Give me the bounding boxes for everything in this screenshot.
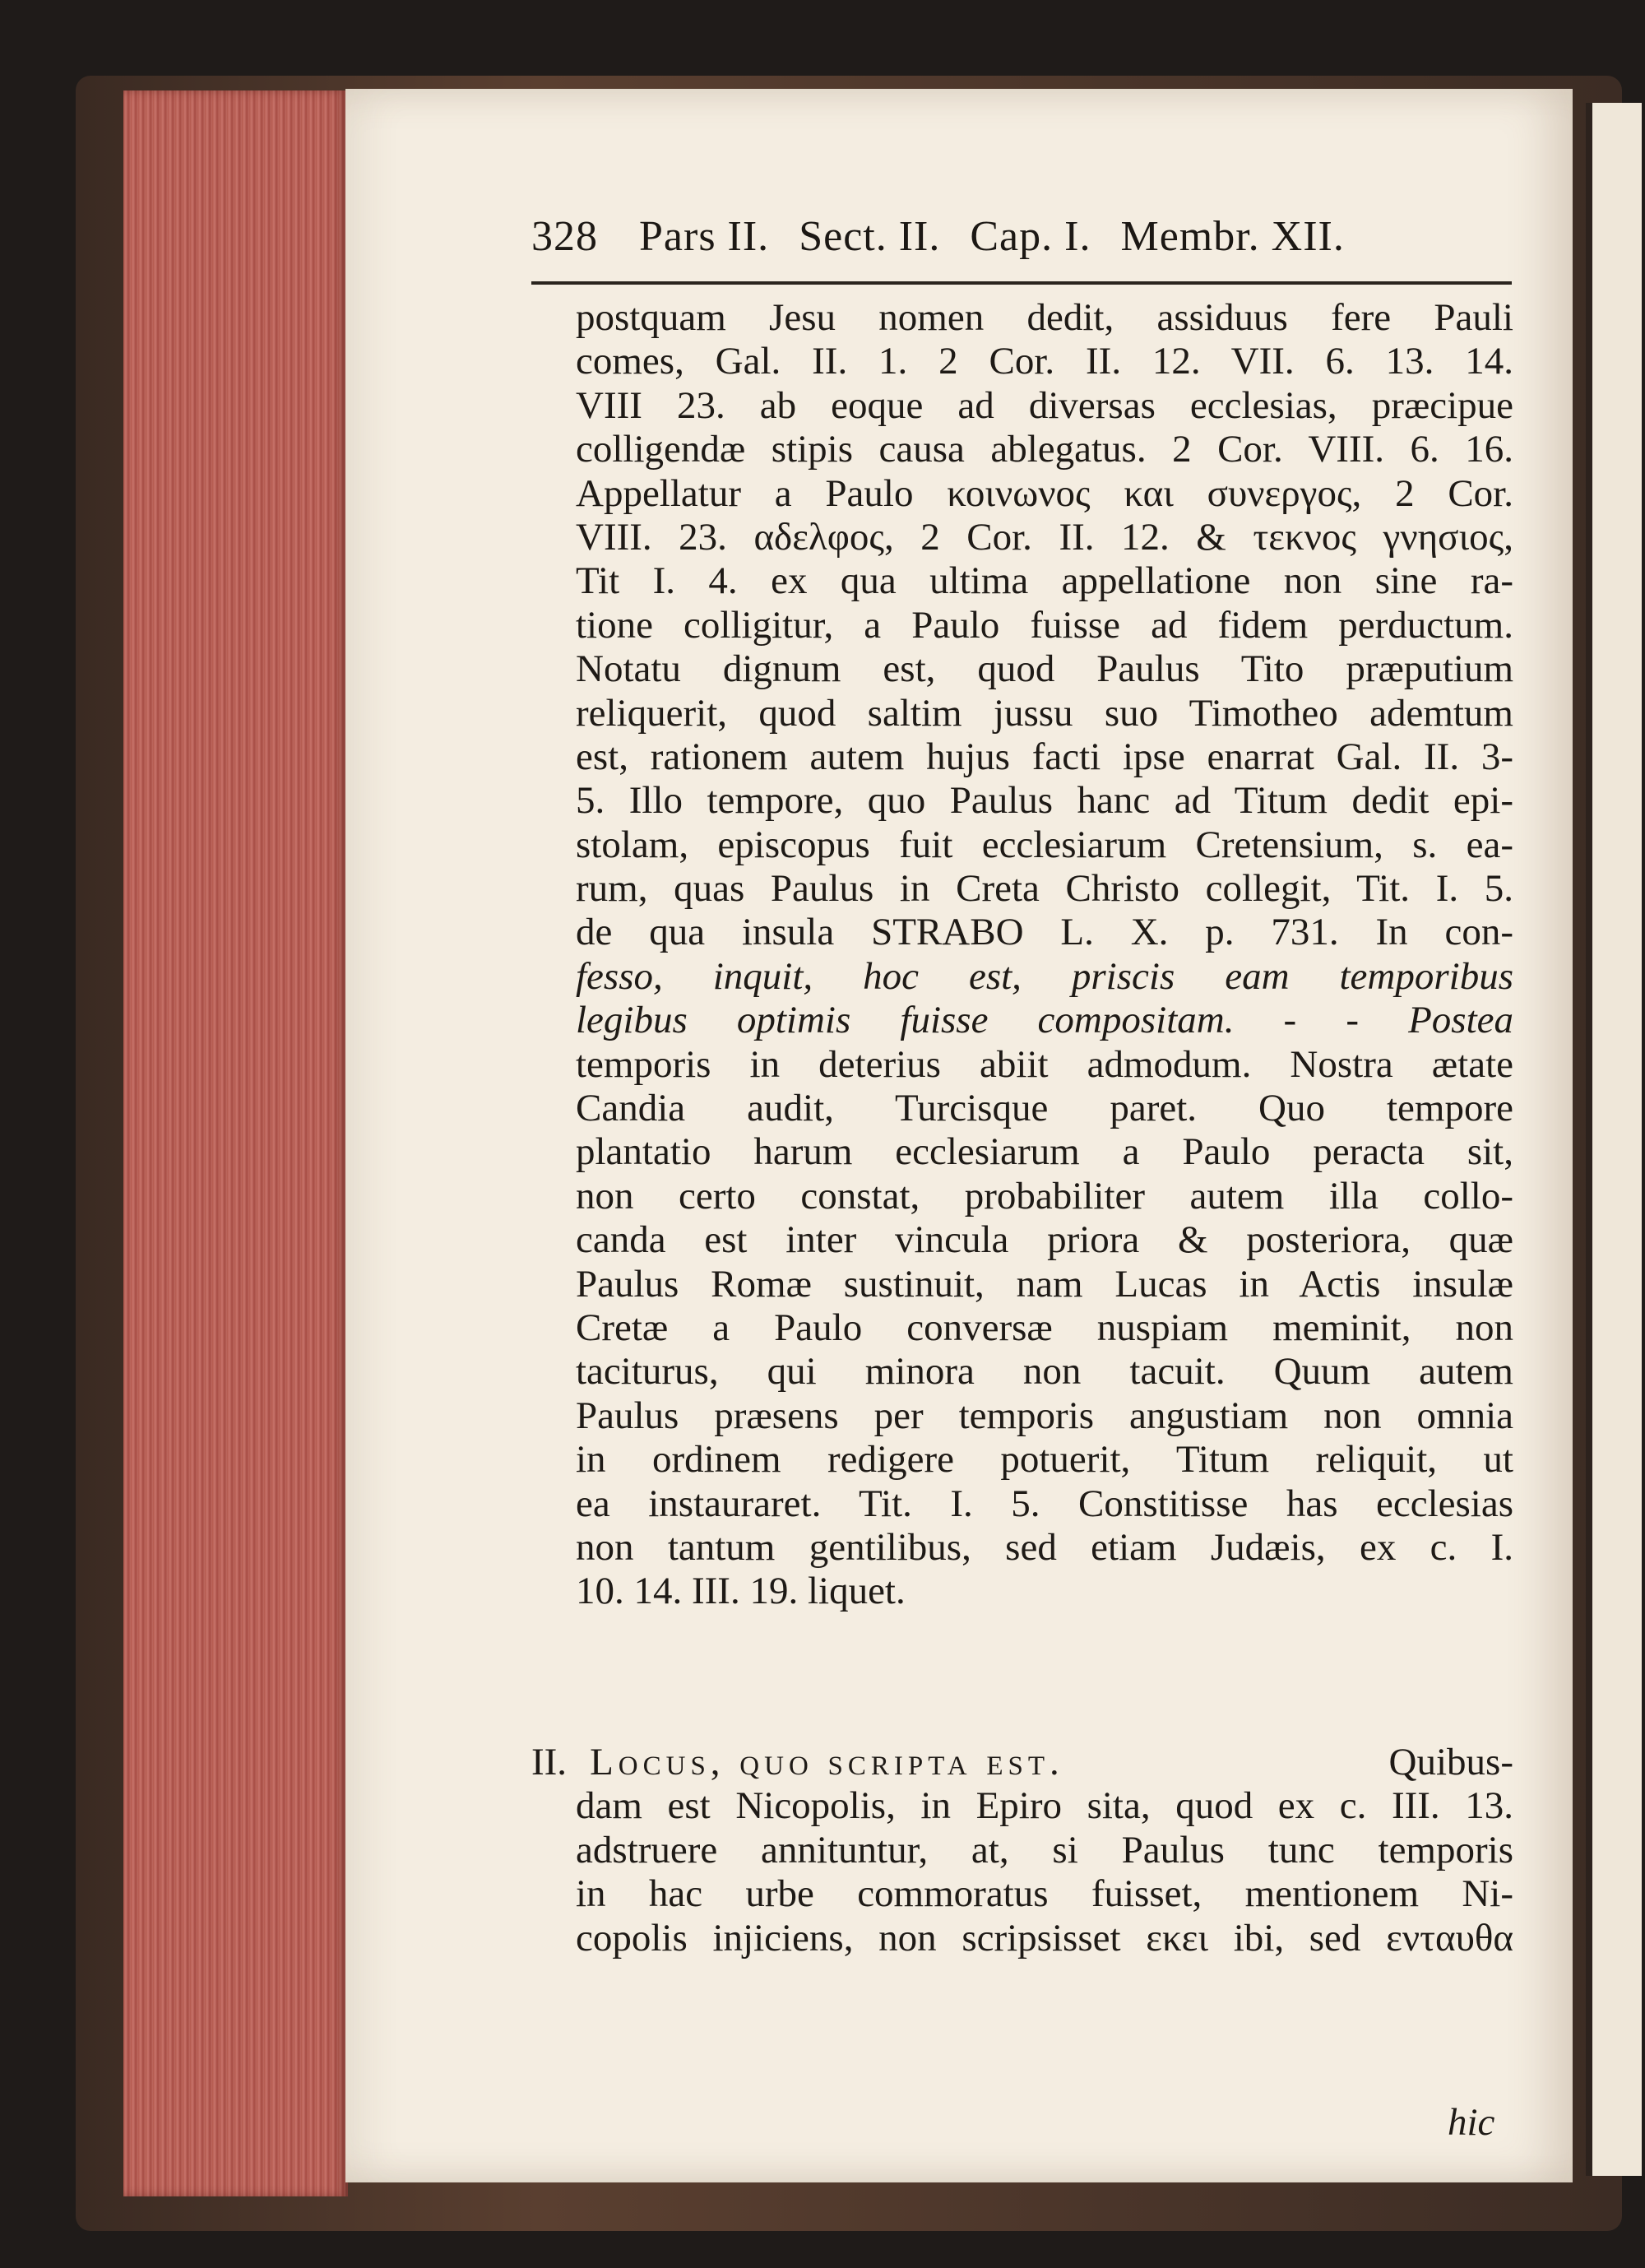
running-header <box>531 212 1494 270</box>
section-heading: Locus, quo scripta est. <box>590 1741 1064 1783</box>
main-paragraph <box>576 296 1513 1614</box>
text-line: copolis injiciens, non scripsisset εκει ibi, sed ενταυθα <box>576 1916 1513 1960</box>
page-number: 328 <box>531 213 598 260</box>
text-line: Notatu dignum est, quod Paulus Tito præputium <box>576 647 1513 691</box>
section-ii <box>531 1741 1513 1960</box>
header-rule <box>531 281 1512 285</box>
text-line: postquam Jesu nomen dedit, assiduus fere Pauli <box>576 296 1513 339</box>
text-line: tione colligitur, a Paulo fuisse ad fidem perductum. <box>576 603 1513 647</box>
text-line: comes, Gal. II. 1. 2 Cor. II. 12. VII. 6. 13. 14. <box>576 340 1513 383</box>
text-line: VIII. 23. αδελφος, 2 Cor. II. 12. & τεκνος γνησιος, <box>576 515 1513 559</box>
text-line: Paulus Romæ sustinuit, nam Lucas in Actis insulæ <box>576 1262 1513 1306</box>
text-line: de qua insula STRABO L. X. p. 731. In con- <box>576 911 1513 954</box>
header-part: Pars II. <box>639 213 770 260</box>
text-line: Paulus præsens per temporis angustiam non omnia <box>576 1394 1513 1437</box>
text-line: Quibus- <box>1388 1741 1513 1783</box>
text-line: rum, quas Paulus in Creta Christo collegit, Tit. I. 5. <box>576 867 1513 911</box>
text-line: Cretæ a Paulo conversæ nuspiam meminit, non <box>576 1306 1513 1349</box>
text-line: reliquerit, quod saltim jussu suo Timotheo ademtum <box>576 691 1513 735</box>
text-line: ea instauraret. Tit. I. 5. Constitisse has ecclesias <box>576 1482 1513 1525</box>
text-line: adstruere annituntur, at, si Paulus tunc temporis <box>576 1828 1513 1871</box>
catchword: hic <box>1448 2101 1495 2144</box>
text-line: plantatio harum ecclesiarum a Paulo peracta sit, <box>576 1130 1513 1174</box>
text-line: non certo constat, probabiliter autem illa collo- <box>576 1174 1513 1217</box>
header-chapter: Cap. I. <box>970 213 1091 260</box>
text-line: temporis in deterius abiit admodum. Nostra ætate <box>576 1042 1513 1086</box>
text-line: taciturus, qui minora non tacuit. Quum autem <box>576 1350 1513 1394</box>
text-line: Tit I. 4. ex qua ultima appellatione non sine ra- <box>576 559 1513 603</box>
text-line: Candia audit, Turcisque paret. Quo tempore <box>576 1087 1513 1130</box>
text-line: canda est inter vincula priora & posteriora, quæ <box>576 1218 1513 1262</box>
text-line: 5. Illo tempore, quo Paulus hanc ad Titum dedit epi- <box>576 779 1513 823</box>
header-member: Membr. XII. <box>1120 213 1345 260</box>
text-line: colligendæ stipis causa ablegatus. 2 Cor. VIII. 6. 16. <box>576 428 1513 471</box>
text-line: est, rationem autem hujus facti ipse enarrat Gal. II. 3- <box>576 735 1513 778</box>
text-line: stolam, episcopus fuit ecclesiarum Cretensium, s. ea- <box>576 823 1513 866</box>
section-numeral: II. <box>531 1741 568 1783</box>
header-section: Sect. II. <box>799 213 941 260</box>
section-ii-first-line <box>531 1741 1513 1784</box>
text-line: 10. 14. III. 19. liquet. <box>576 1570 906 1613</box>
text-line: dam est Nicopolis, in Epiro sita, quod ex c. III. 13. <box>576 1784 1513 1828</box>
text-line: legibus optimis fuisse compositam. - - Postea <box>576 999 1513 1042</box>
facing-page-edge <box>1586 103 1642 2176</box>
text-line: non tantum gentilibus, sed etiam Judæis, ex c. I. <box>576 1525 1513 1569</box>
red-page-edges <box>123 90 348 2196</box>
text-line: in ordinem redigere potuerit, Titum reliquit, ut <box>576 1438 1513 1482</box>
text-line: VIII 23. ab eoque ad diversas ecclesias, præcipue <box>576 383 1513 427</box>
text-line: in hac urbe commoratus fuisset, mentionem Ni- <box>576 1872 1513 1916</box>
text-line: fesso, inquit, hoc est, priscis eam temporibus <box>576 954 1513 998</box>
text-line: Appellatur a Paulo κοινωνος και συνεργος, 2 Cor. <box>576 471 1513 515</box>
